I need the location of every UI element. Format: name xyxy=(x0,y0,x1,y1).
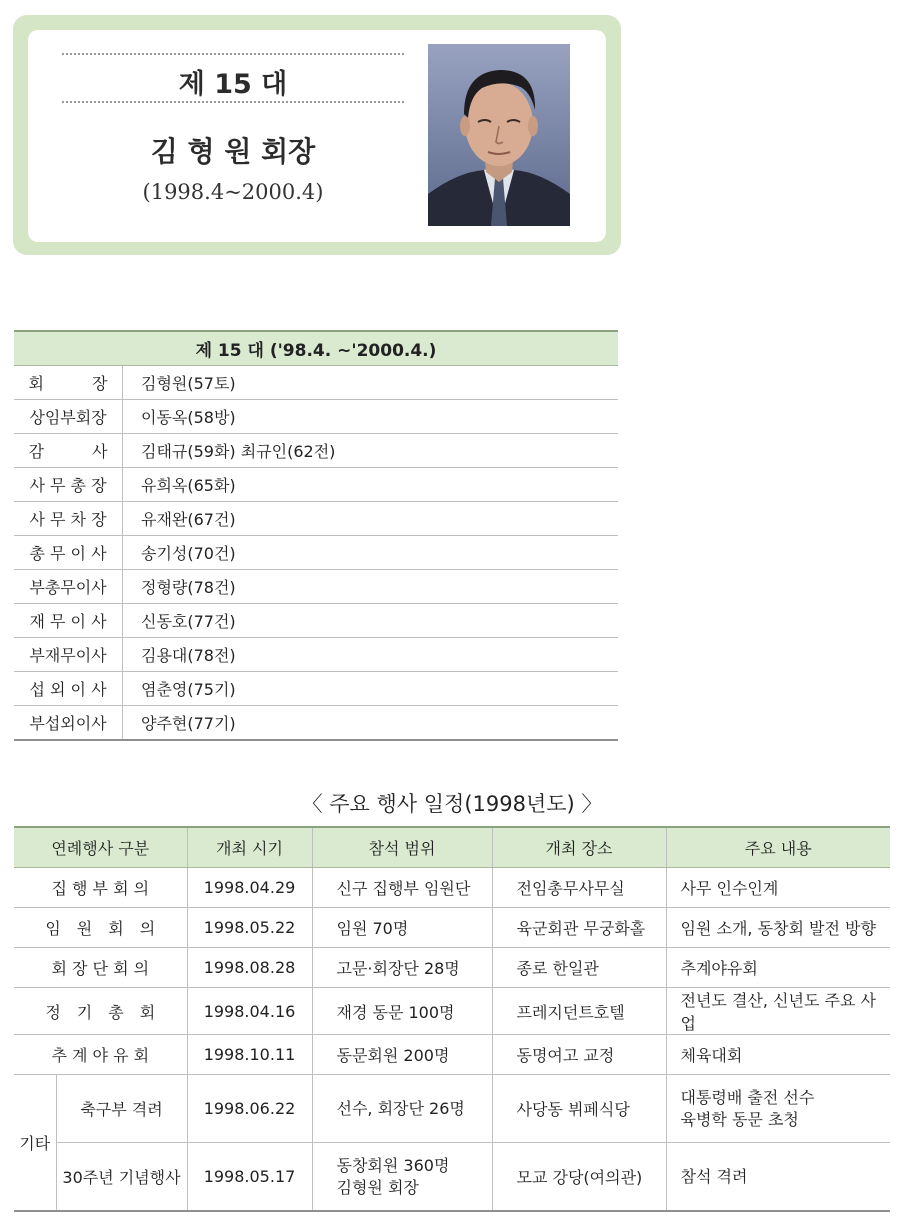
officer-role: 총 무 이 사 xyxy=(14,536,123,570)
officers-table xyxy=(14,330,618,741)
event-venue: 프레지던트호텔 xyxy=(492,988,666,1035)
officer-name: 양주현(77기) xyxy=(123,706,619,741)
events-heading: 〈 주요 행사 일정(1998년도) 〉 xyxy=(301,792,603,816)
table-row xyxy=(14,1075,890,1143)
table-row xyxy=(14,638,618,672)
event-date: 1998.08.28 xyxy=(187,948,312,988)
table-row xyxy=(14,366,618,400)
table-row xyxy=(14,1035,890,1075)
event-attendees: 선수, 회장단 26명 xyxy=(312,1075,492,1143)
officer-name: 이동옥(58방) xyxy=(123,400,619,434)
table-row xyxy=(14,502,618,536)
event-content: 추계야유회 xyxy=(666,948,890,988)
officer-name: 김형원(57토) xyxy=(123,366,619,400)
column-header: 주요 내용 xyxy=(666,827,890,868)
event-date: 1998.05.22 xyxy=(187,908,312,948)
table-row xyxy=(14,570,618,604)
table-row xyxy=(14,868,890,908)
officer-role: 섭 외 이 사 xyxy=(14,672,123,706)
table-row xyxy=(14,706,618,741)
officer-name: 김용대(78전) xyxy=(123,638,619,672)
officer-name: 유희옥(65화) xyxy=(123,468,619,502)
event-content: 체육대회 xyxy=(666,1035,890,1075)
officer-role: 상임부회장 xyxy=(14,400,123,434)
event-venue: 모교 강당(여의관) xyxy=(492,1143,666,1212)
officer-role: 사 무 차 장 xyxy=(14,502,123,536)
officer-name: 유재완(67건) xyxy=(123,502,619,536)
president-portrait xyxy=(428,44,570,226)
portrait-illustration xyxy=(428,44,570,226)
event-attendees: 임원 70명 xyxy=(312,908,492,948)
president-name: 김 형 원 회장 xyxy=(150,135,316,168)
table-row xyxy=(14,604,618,638)
divider-bottom xyxy=(62,101,404,103)
table-row xyxy=(14,908,890,948)
event-date: 1998.04.29 xyxy=(187,868,312,908)
event-content: 임원 소개, 동창회 발전 방향 xyxy=(666,908,890,948)
event-category: 임 원 회 의 xyxy=(14,908,187,948)
divider-top xyxy=(62,53,404,55)
event-venue: 종로 한일관 xyxy=(492,948,666,988)
column-header: 참석 범위 xyxy=(312,827,492,868)
officers-header: 제 15 대 ('98.4. ~'2000.4.) xyxy=(14,331,618,366)
event-category: 축구부 격려 xyxy=(56,1075,187,1143)
event-date: 1998.04.16 xyxy=(187,988,312,1035)
column-header: 개최 장소 xyxy=(492,827,666,868)
event-date: 1998.10.11 xyxy=(187,1035,312,1075)
officer-role: 회 장 xyxy=(14,366,123,400)
table-row xyxy=(14,468,618,502)
event-attendees: 동문회원 200명 xyxy=(312,1035,492,1075)
event-attendees: 신구 집행부 임원단 xyxy=(312,868,492,908)
table-row xyxy=(14,536,618,570)
generation-title: 제 15 대 xyxy=(178,69,288,100)
event-date: 1998.06.22 xyxy=(187,1075,312,1143)
event-venue: 사당동 뷔페식당 xyxy=(492,1075,666,1143)
event-attendees: 동창회원 360명 김형원 회장 xyxy=(312,1143,492,1212)
event-content: 대통령배 출전 선수 육병학 동문 초청 xyxy=(666,1075,890,1143)
table-row xyxy=(14,400,618,434)
table-row xyxy=(14,988,890,1035)
event-category: 회 장 단 회 의 xyxy=(14,948,187,988)
event-content: 사무 인수인계 xyxy=(666,868,890,908)
table-row xyxy=(14,1143,890,1212)
officer-name: 정형량(78건) xyxy=(123,570,619,604)
officer-name: 염춘영(75기) xyxy=(123,672,619,706)
officer-name: 김태규(59화) 최규인(62전) xyxy=(123,434,619,468)
column-header: 연례행사 구분 xyxy=(14,827,187,868)
events-table xyxy=(14,826,890,1212)
table-row xyxy=(14,434,618,468)
officer-name: 송기성(70건) xyxy=(123,536,619,570)
event-category: 추 계 야 유 회 xyxy=(14,1035,187,1075)
officer-role: 부총무이사 xyxy=(14,570,123,604)
misc-category-label: 기타 xyxy=(14,1075,56,1212)
officer-role: 재 무 이 사 xyxy=(14,604,123,638)
column-header: 개최 시기 xyxy=(187,827,312,868)
table-row xyxy=(14,672,618,706)
officer-role: 감 사 xyxy=(14,434,123,468)
officer-role: 사 무 총 장 xyxy=(14,468,123,502)
events-header-row xyxy=(14,827,890,868)
event-venue: 동명여고 교정 xyxy=(492,1035,666,1075)
event-category: 집 행 부 회 의 xyxy=(14,868,187,908)
officer-name: 신동호(77건) xyxy=(123,604,619,638)
officers-header-row xyxy=(14,331,618,366)
event-date: 1998.05.17 xyxy=(187,1143,312,1212)
event-content: 참석 격려 xyxy=(666,1143,890,1212)
event-content: 전년도 결산, 신년도 주요 사업 xyxy=(666,988,890,1035)
event-category: 30주년 기념행사 xyxy=(56,1143,187,1212)
event-venue: 전임총무사무실 xyxy=(492,868,666,908)
term-period: (1998.4~2000.4) xyxy=(142,180,324,204)
event-attendees: 고문·회장단 28명 xyxy=(312,948,492,988)
event-category: 정 기 총 회 xyxy=(14,988,187,1035)
officer-role: 부재무이사 xyxy=(14,638,123,672)
table-row xyxy=(14,948,890,988)
officer-role: 부섭외이사 xyxy=(14,706,123,741)
event-venue: 육군회관 무궁화홀 xyxy=(492,908,666,948)
event-attendees: 재경 동문 100명 xyxy=(312,988,492,1035)
